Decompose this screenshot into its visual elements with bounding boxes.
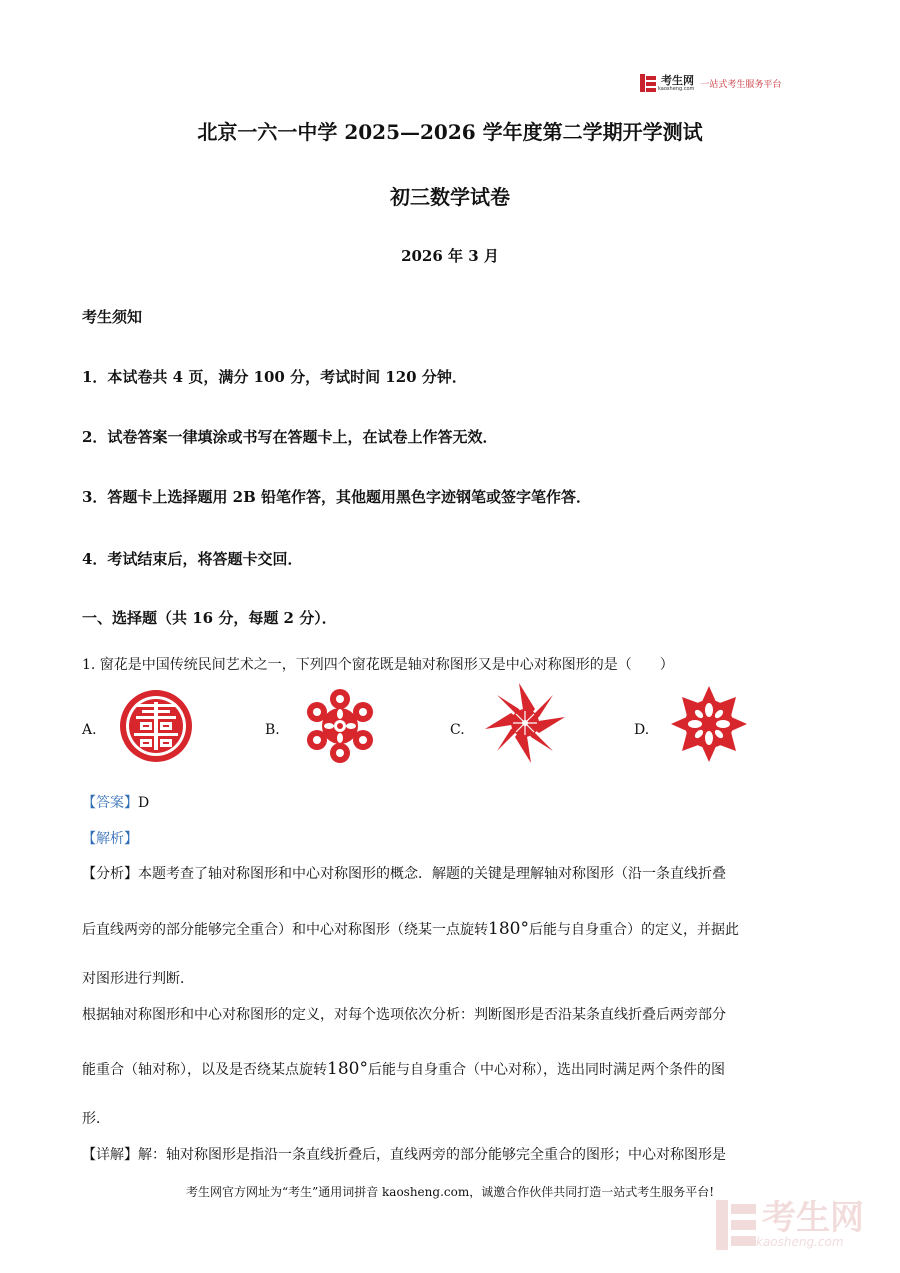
exam-date: 2026 年 3 月	[401, 247, 499, 265]
analysis-tag: 【解析】	[82, 831, 138, 847]
para2-line-3: 形．	[82, 1111, 110, 1127]
logo-name: 考生网	[661, 73, 694, 87]
question-stem: 1. 窗花是中国传统民间艺术之一，下列四个窗花既是轴对称图形又是中心对称图形的是（ ）	[82, 657, 674, 673]
logo-url: kaosheng.com	[658, 85, 695, 92]
exam-subtitle: 初三数学试卷	[390, 185, 510, 209]
double-happiness-papercut-icon	[118, 688, 194, 764]
section-heading: 一、选择题（共 16 分，每题 2 分）．	[82, 609, 337, 627]
option-b-label: B.	[265, 722, 280, 738]
para2-line-1: 根据轴对称图形和中心对称图形的定义，对每个选项依次分析：判断图形是否沿某条直线折叠后两旁部分	[82, 1007, 726, 1023]
watermark-logo-icon	[716, 1200, 756, 1250]
option-d-label: D.	[634, 722, 650, 738]
fenxi-text-1: 本题考查了轴对称图形和中心对称图形的概念．解题的关键是理解轴对称图形（沿一条直线折叠	[138, 866, 726, 882]
fenxi-tag: 【分析】	[82, 866, 138, 882]
notice-item: 1．本试卷共 4 页，满分 100 分，考试时间 120 分钟．	[82, 368, 467, 386]
page-footer: 考生网官方网址为“考生”通用词拼音 kaosheng.com，诚邀合作伙伴共同打造一站式考生服务平台!	[185, 1185, 715, 1199]
fenxi-text-2a: 后直线两旁的部分能够完全重合）和中心对称图形（绕某一点旋转	[82, 922, 488, 938]
notice-item: 2．试卷答案一律填涂或书写在答题卡上，在试卷上作答无效．	[82, 428, 498, 446]
watermark-name: 考生网	[762, 1198, 864, 1238]
detail-text-1: 解：轴对称图形是指沿一条直线折叠后，直线两旁的部分能够完全重合的图形；中心对称图形是	[138, 1147, 726, 1163]
option-c-label: C.	[450, 722, 465, 738]
exam-title: 北京一六一中学 2025—2026 学年度第二学期开学测试	[197, 120, 703, 144]
degree-180: 180°	[327, 1059, 368, 1079]
fenxi-line-1	[82, 863, 726, 883]
answer-line	[82, 792, 149, 812]
kaosheng-logo-icon	[640, 74, 656, 92]
degree-180: 180°	[488, 919, 529, 939]
para2-text-2b: 后能与自身重合（中心对称），选出同时满足两个条件的图	[367, 1062, 725, 1078]
notice-item: 3．答题卡上选择题用 2B 铅笔作答，其他题用黑色字迹钢笔或签字笔作答．	[82, 488, 591, 506]
logo-slogan: 一站式考生服务平台	[700, 79, 782, 90]
notice-heading: 考生须知	[82, 308, 143, 326]
para2-text-2a: 能重合（轴对称），以及是否绕某点旋转	[82, 1062, 327, 1078]
fenxi-text-2b: 后能与自身重合）的定义，并据此	[528, 922, 739, 938]
fenxi-line-2	[82, 919, 739, 939]
header-logo	[640, 74, 781, 92]
answer-tag: 【答案】	[82, 795, 138, 811]
option-a-label: A.	[82, 722, 97, 738]
watermark	[716, 1200, 864, 1250]
watermark-url: kaosheng.com	[756, 1235, 844, 1249]
detail-line-1	[82, 1144, 726, 1164]
detail-tag: 【详解】	[82, 1147, 138, 1163]
pinwheel-papercut-icon	[484, 682, 566, 764]
answer-value: D	[138, 795, 150, 811]
flower-papercut-icon	[300, 686, 380, 766]
star-flower-papercut-icon	[669, 684, 749, 764]
fenxi-line-3: 对图形进行判断．	[82, 971, 194, 987]
para2-line-2	[82, 1059, 725, 1079]
notice-item: 4．考试结束后，将答题卡交回．	[82, 550, 303, 568]
